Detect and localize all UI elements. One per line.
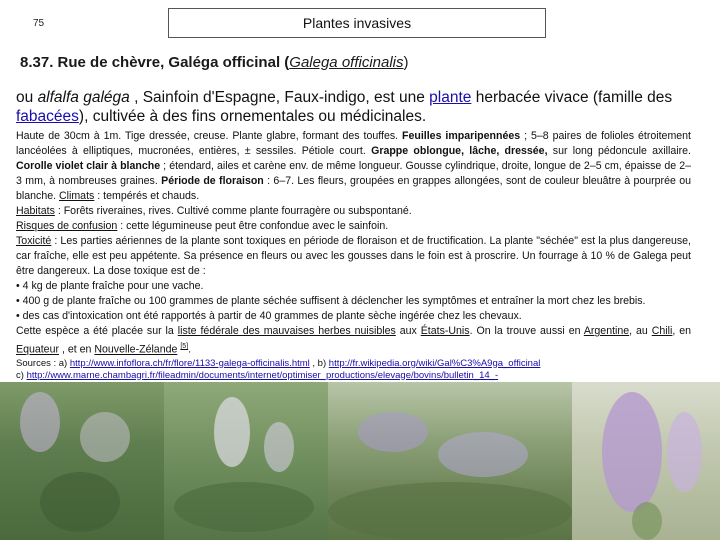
desc-text: Haute de 30cm à 1m. Tige dressée, creuse. Plante glabre, formant des touffes. xyxy=(16,130,403,142)
desc-text: ; étendard, ailes et carène env. de même longueur. Gousse cylindrique, droite, longue de 2–5 cm, épaisse de 2–3 mm, à nombreuses graines. xyxy=(16,160,691,187)
intro-paragraph xyxy=(16,88,706,126)
link-equateur[interactable]: Equateur xyxy=(16,343,59,356)
photo-detail xyxy=(358,412,428,452)
header-title-box: Plantes invasives xyxy=(168,8,546,38)
link-plante[interactable]: plante xyxy=(429,89,472,106)
inv-text: , en xyxy=(672,325,692,337)
body-text xyxy=(16,129,691,382)
sources-label: Sources : a) xyxy=(16,357,70,369)
photo-detail xyxy=(214,397,250,467)
inv-text: . On la trouve aussi en xyxy=(469,325,584,337)
desc-bold: Période de floraison xyxy=(161,175,264,187)
desc-bold: Grappe oblongue, lâche, dressée, xyxy=(371,145,548,157)
inv-text: . xyxy=(188,343,192,356)
alt-name: alfalfa galéga xyxy=(37,89,130,106)
sources-line xyxy=(16,358,691,370)
intro-text: herbacée vivace (famille des xyxy=(471,89,673,106)
risques-paragraph xyxy=(16,219,691,234)
toxicite-paragraph xyxy=(16,234,691,279)
heading-suffix: ) xyxy=(403,54,409,71)
photo-detail xyxy=(667,412,702,492)
bullet-item: • 4 kg de plante fraîche pour une vache. xyxy=(16,280,204,292)
heading-latin-name[interactable]: Galega officinalis xyxy=(289,54,404,71)
invasive-paragraph xyxy=(16,324,691,358)
photo-detail xyxy=(264,422,294,472)
photo-detail xyxy=(632,502,662,540)
galega-field-photo xyxy=(328,382,572,540)
habitats-paragraph xyxy=(16,204,691,219)
photo-detail xyxy=(80,412,130,462)
source-link-c[interactable]: http://www.marne.chambagri.fr/fileadmin/documents/internet/optimiser_productions/elevage/bovins/bulletin_14_- xyxy=(26,369,499,381)
photo-detail xyxy=(438,432,528,477)
sources-line-c xyxy=(16,370,691,382)
desc-text: ; 5–8 paires de folioles étroitement lancéolées à elliptiques, mucronées, entières, ± sessiles. Pétiole court. xyxy=(16,130,691,157)
reference-mark[interactable]: [5] xyxy=(180,343,189,350)
bullet-item: • 400 g de plante fraîche ou 100 grammes de plante séchée suffisent à déclencher les symptômes et entraîner la mort chez les brebis. xyxy=(16,295,646,307)
heading-prefix: 8.37. Rue de chèvre, Galéga officinal ( xyxy=(20,54,290,71)
desc-text: sur long pédoncule axillaire. xyxy=(547,145,691,157)
bullet-item: • des cas d'intoxication ont été rapportés à partir de 40 grammes de plante sèche ingérée chez les chevaux. xyxy=(16,310,522,322)
desc-bold: Corolle violet clair à blanche xyxy=(16,160,161,172)
source-link-a[interactable]: http://www.infoflora.ch/fr/flore/1133-galega-officinalis.html xyxy=(69,357,310,369)
link-chili[interactable]: Chili xyxy=(651,325,673,337)
intro-text: ou xyxy=(16,89,38,106)
habitats-label[interactable]: Habitats xyxy=(16,205,55,217)
intro-text: ), cultivée à des fins ornementales ou médicinales. xyxy=(78,108,427,125)
toxicite-text: : Les parties aériennes de la plante sont toxiques en période de floraison et de fructification. La plante "séchée" est la plus dangereuse, car fraîche, elle est peu appétente. Sa présence en fleurs ou avec les gousses dans le foin est à proscrire. Un fourrage à 10 % de Galega peut être dangereux. La dose toxique est de : xyxy=(16,235,691,277)
section-heading xyxy=(20,54,710,71)
sources-c-label: c) xyxy=(16,369,27,381)
photo-detail xyxy=(602,392,662,512)
climats-link[interactable]: Climats xyxy=(59,190,95,202)
intro-text: , Sainfoin d'Espagne, Faux-indigo, est une xyxy=(129,89,430,106)
page-number: 75 xyxy=(33,18,45,29)
description-paragraph xyxy=(16,129,691,204)
galega-plant-photo-1 xyxy=(0,382,164,540)
habitats-text: : Forêts riveraines, rives. Cultivé comme plante fourragère ou subspontané. xyxy=(54,205,412,217)
desc-bold: Feuilles imparipennées xyxy=(402,130,521,142)
inv-text: aux xyxy=(395,325,421,337)
galega-plant-photo-2 xyxy=(164,382,328,540)
link-federal-list[interactable]: liste fédérale des mauvaises herbes nuisibles xyxy=(177,325,396,337)
link-nouvelle-zelande[interactable]: Nouvelle-Zélande xyxy=(94,343,178,356)
climats-text: : tempérés et chauds. xyxy=(94,190,200,202)
link-fabacees[interactable]: fabacées xyxy=(16,108,79,125)
inv-text: Cette espèce a été placée sur la xyxy=(16,325,178,337)
link-argentine[interactable]: Argentine xyxy=(583,325,630,337)
galega-flower-closeup-photo xyxy=(572,382,720,540)
inv-text: , et en xyxy=(59,343,95,356)
risques-label[interactable]: Risques de confusion xyxy=(16,220,118,232)
photo-detail xyxy=(20,392,60,452)
desc-text: : 6–7. Les fleurs, groupées en grappes allongées, sont de couleur bleuâtre à pourprée ou blanche. xyxy=(16,175,691,202)
risques-text: : cette légumineuse peut être confondue avec le sainfoin. xyxy=(117,220,389,232)
photo-detail xyxy=(40,472,120,532)
toxicite-label[interactable]: Toxicité xyxy=(16,235,52,247)
photo-detail xyxy=(174,482,314,532)
inv-text: , au xyxy=(629,325,652,337)
link-etats-unis[interactable]: États-Unis xyxy=(420,325,470,337)
source-link-b[interactable]: http://fr.wikipedia.org/wiki/Gal%C3%A9ga_officinal xyxy=(328,357,541,369)
photo-detail xyxy=(328,482,572,540)
photo-strip xyxy=(0,382,720,540)
sources-sep: , b) xyxy=(309,357,329,369)
